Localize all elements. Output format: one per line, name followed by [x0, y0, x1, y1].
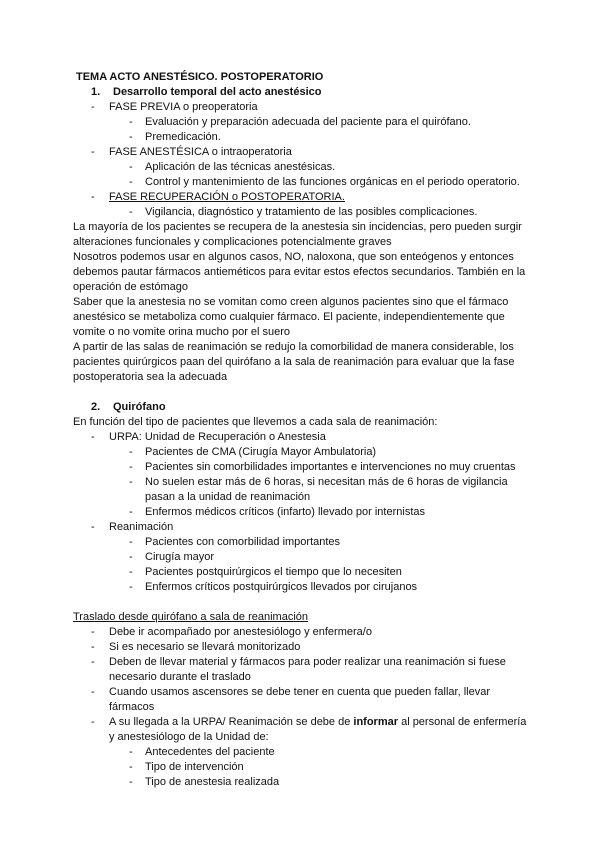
spacer — [73, 385, 533, 400]
room-type-item: - Reanimación — [91, 521, 174, 533]
section-2-heading: 2. Quirófano — [91, 401, 166, 413]
room-type-subitem: - No suelen estar más de 6 horas, si necesitan más de 6 horas de vigilancia pasan a la unidad de reanimación — [129, 476, 508, 503]
room-type-subitem: - Cirugía mayor — [129, 551, 215, 563]
traslado-item: - Debe ir acompañado por anestesiólogo y enfermera/o — [91, 626, 372, 638]
room-type-subitem: - Pacientes de CMA (Cirugía Mayor Ambulatoria) — [129, 446, 377, 458]
room-type-subitem: - Enfermos críticos postquirúrgicos llevados por cirujanos — [129, 581, 418, 593]
section-1-heading: 1. Desarrollo temporal del acto anestésico — [91, 86, 322, 98]
document-page — [73, 70, 533, 790]
paragraph: Saber que la anestesia no se vomitan como creen algunos pacientes sino que el fármaco anestésico se metaboliza como cualquier fármaco. El paciente, independientemente que vomite o no vomite orina mucho por el suero — [73, 296, 509, 338]
traslado-item: - A su llegada a la URPA/ Reanimación se debe de informar al personal de enfermería y anestesiólogo de la Unidad de: — [91, 716, 527, 743]
spacer — [73, 595, 533, 610]
traslado-subitem: - Tipo de intervención — [129, 761, 244, 773]
traslado-heading: Traslado desde quirófano a sala de reanimación — [73, 611, 309, 623]
traslado-item: - Deben de llevar material y fármacos para poder realizar una reanimación si fuese necesario durante el traslado — [91, 656, 506, 683]
room-type-subitem: - Pacientes sin comorbilidades importantes e intervenciones no muy cruentas — [129, 461, 516, 473]
informar-bold: informar — [353, 716, 399, 728]
phase-subitem: - Evaluación y preparación adecuada del paciente para el quirófano. — [129, 116, 471, 128]
phase-item: - FASE ANESTÉSICA o intraoperatoria — [91, 146, 292, 158]
paragraph: Nosotros podemos usar en algunos casos, NO, naloxona, que son enteógenos y entonces debemos pautar fármacos antieméticos para evitar estos efectos secundarios. También en la operación de estómago — [73, 251, 526, 293]
phase-item: - FASE PREVIA o preoperatoria — [91, 101, 258, 113]
phase-subitem: - Vigilancia, diagnóstico y tratamiento de las posibles complicaciones. — [129, 206, 478, 218]
paragraph: A partir de las salas de reanimación se redujo la comorbilidad de manera considerable, los pacientes quirúrgicos paan del quirófano a la sala de reanimación para evaluar que la fase postoperatoria sea la adecuada — [73, 341, 515, 383]
traslado-subitem: - Antecedentes del paciente — [129, 746, 275, 758]
traslado-subitem: - Tipo de anestesia realizada — [129, 776, 280, 788]
phase-subitem: - Aplicación de las técnicas anestésicas. — [129, 161, 336, 173]
traslado-item: - Cuando usamos ascensores se debe tener en cuenta que pueden fallar, llevar fármacos — [91, 686, 490, 713]
document-title: TEMA ACTO ANESTÉSICO. POSTOPERATORIO — [76, 71, 324, 83]
section-2-intro: En función del tipo de pacientes que llevemos a cada sala de reanimación: — [73, 416, 438, 428]
phase-subitem: - Premedicación. — [129, 131, 221, 143]
phase-subitem: - Control y mantenimiento de las funciones orgánicas en el periodo operatorio. — [129, 176, 520, 188]
room-type-item: - URPA: Unidad de Recuperación o Anestesia — [91, 431, 326, 443]
traslado-item: - Si es necesario se llevará monitorizado — [91, 641, 301, 653]
room-type-subitem: - Pacientes postquirúrgicos el tiempo que lo necesiten — [129, 566, 402, 578]
paragraph: La mayoría de los pacientes se recupera de la anestesia sin incidencias, pero pueden surgir alteraciones funcionales y complicaciones potencialmente graves — [73, 221, 522, 248]
phase-item: - FASE RECUPERACIÓN o POSTOPERATORIA. — [91, 191, 345, 203]
room-type-subitem: - Pacientes con comorbilidad importantes — [129, 536, 341, 548]
room-type-subitem: - Enfermos médicos críticos (infarto) llevado por internistas — [129, 506, 425, 518]
